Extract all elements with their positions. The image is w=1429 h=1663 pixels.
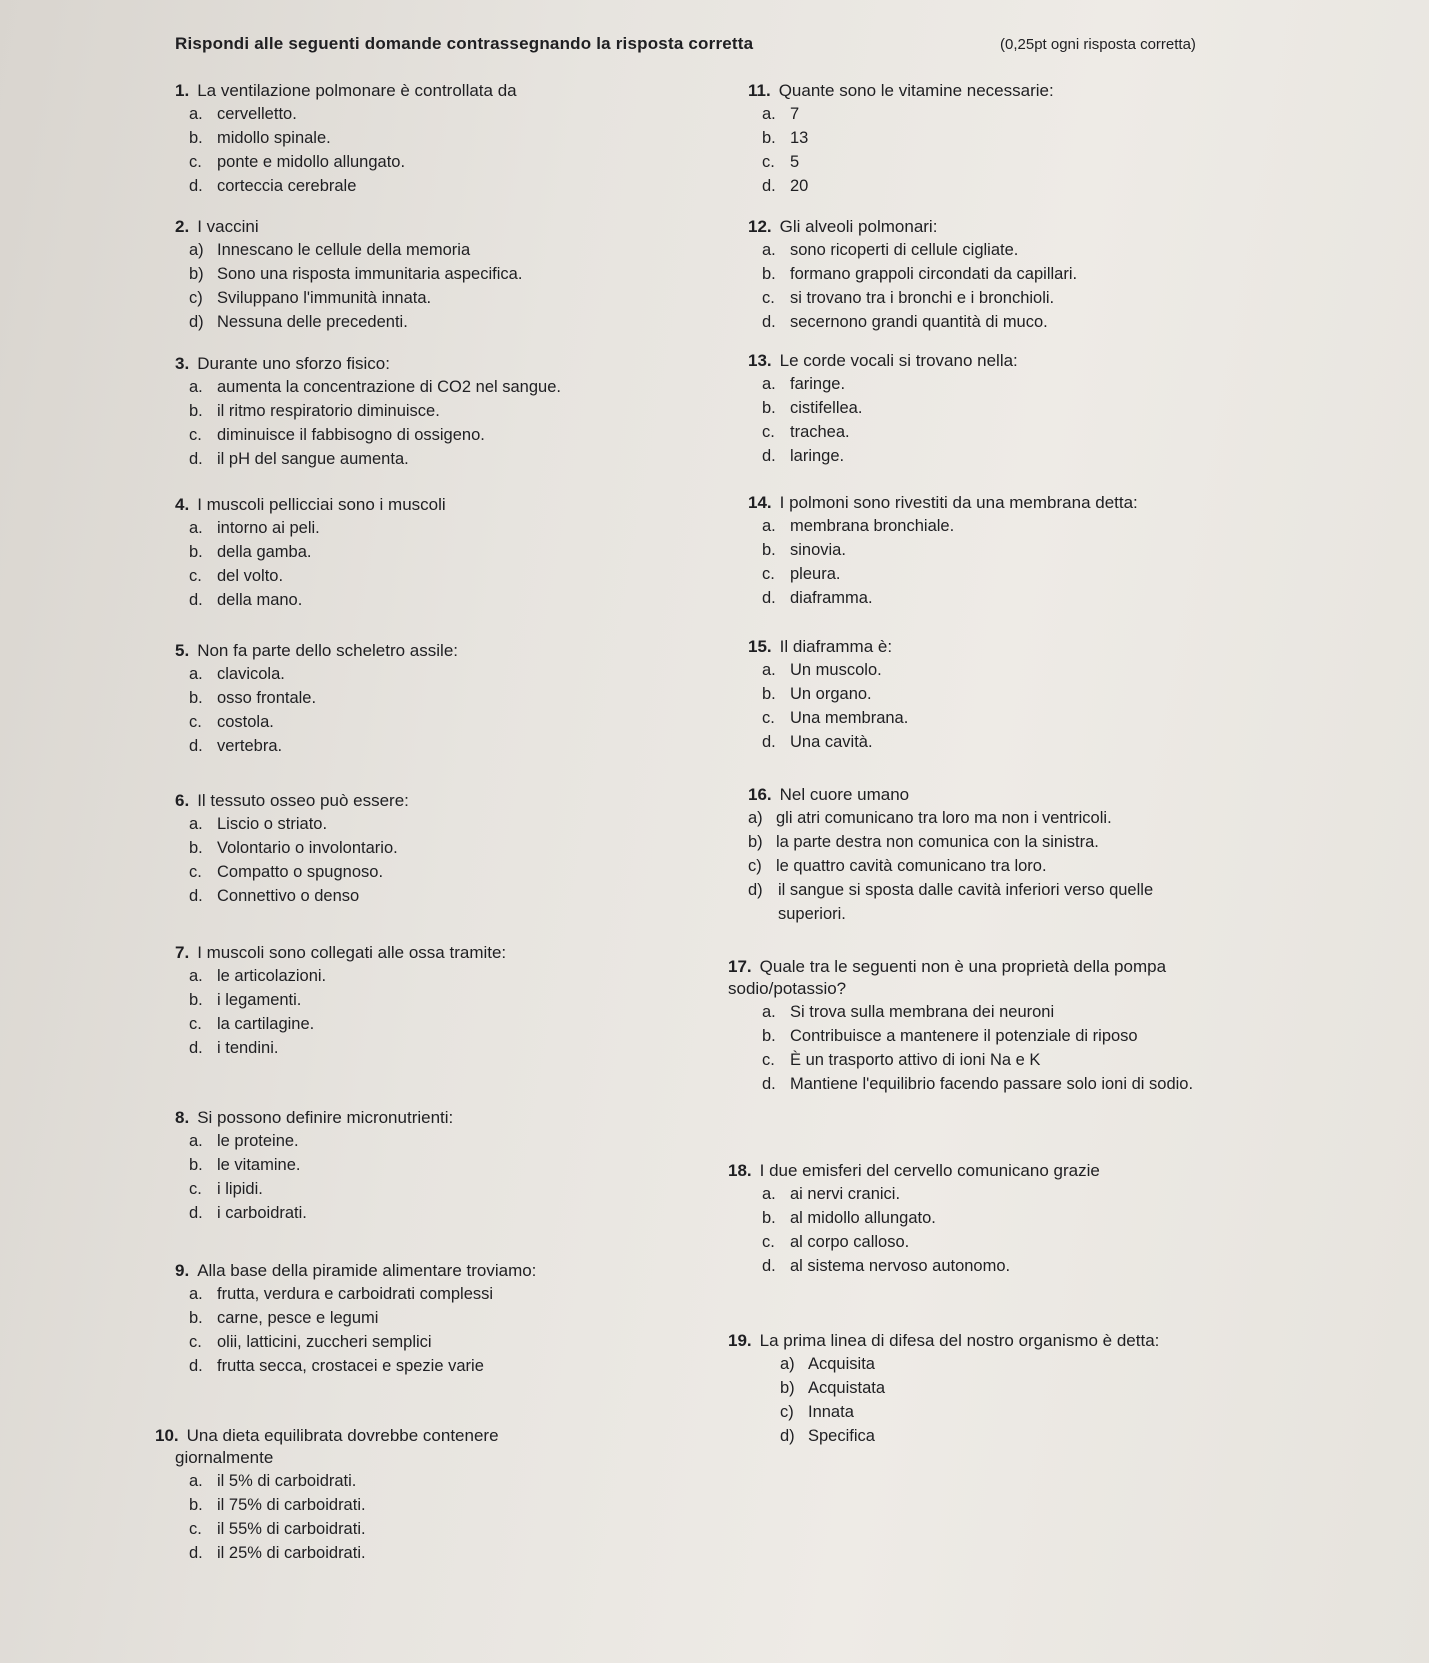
option-letter: c.	[189, 153, 202, 171]
answer-option[interactable]	[189, 1153, 735, 1177]
answer-option[interactable]	[762, 1182, 1328, 1206]
question-number: 6.	[175, 791, 190, 810]
option-letter: c.	[189, 1015, 202, 1033]
answer-option[interactable]	[189, 174, 735, 198]
question-text-continued: giornalmente	[175, 1448, 274, 1467]
option-letter: a.	[762, 241, 776, 259]
answer-option[interactable]	[762, 286, 1408, 310]
answer-option[interactable]	[762, 514, 1408, 538]
answer-option[interactable]	[762, 1206, 1328, 1230]
question-number: 10.	[155, 1426, 179, 1445]
option-letter: b.	[762, 541, 776, 559]
option-letter: b.	[189, 1496, 203, 1514]
option-text: corteccia cerebrale	[217, 177, 357, 195]
question-text: I due emisferi del cervello comunicano grazie	[759, 1161, 1100, 1180]
option-text: clavicola.	[217, 665, 285, 683]
option-text: si trovano tra i bronchi e i bronchioli.	[790, 289, 1055, 307]
answer-option[interactable]	[189, 1012, 735, 1036]
answer-option[interactable]	[189, 102, 735, 126]
option-text: vertebra.	[217, 737, 283, 755]
option-text: i legamenti.	[217, 991, 302, 1009]
question-number: 8.	[175, 1108, 190, 1127]
option-text: cervelletto.	[217, 105, 297, 123]
option-letter: c.	[762, 1233, 775, 1251]
answer-option[interactable]	[780, 1352, 1368, 1376]
option-letter: d.	[189, 450, 203, 468]
answer-option[interactable]	[189, 1177, 735, 1201]
question-12	[748, 216, 1408, 334]
option-text: Volontario o involontario.	[217, 839, 398, 857]
option-letter: c)	[748, 857, 762, 875]
answer-option[interactable]	[189, 686, 735, 710]
question-5	[175, 640, 735, 758]
option-letter: a.	[762, 375, 776, 393]
option-letter: d)	[748, 881, 763, 899]
option-text: diaframma.	[790, 589, 873, 607]
option-letter: c.	[189, 426, 202, 444]
answer-option[interactable]	[762, 150, 1408, 174]
option-letter: d.	[762, 1075, 776, 1093]
option-letter: d.	[762, 733, 776, 751]
answer-option[interactable]	[189, 564, 735, 588]
answer-option[interactable]	[762, 682, 1408, 706]
option-text: membrana bronchiale.	[790, 517, 955, 535]
question-text: Quante sono le vitamine necessarie:	[778, 81, 1054, 100]
option-letter: a.	[189, 815, 203, 833]
option-text: formano grappoli circondati da capillari.	[790, 265, 1078, 283]
option-letter: b)	[748, 833, 763, 851]
answer-option[interactable]	[189, 1330, 735, 1354]
question-number: 7.	[175, 943, 190, 962]
question-4	[175, 494, 735, 612]
option-text: midollo spinale.	[217, 129, 331, 147]
option-letter: a.	[762, 1003, 776, 1021]
option-letter: d)	[780, 1427, 795, 1445]
option-text: gli atri comunicano tra loro ma non i ventricoli.	[776, 809, 1112, 827]
answer-option[interactable]	[189, 286, 735, 310]
question-number: 2.	[175, 217, 190, 236]
option-text: il ritmo respiratorio diminuisce.	[217, 402, 440, 420]
option-letter: d.	[189, 737, 203, 755]
answer-option[interactable]	[189, 150, 735, 174]
option-text: Una cavità.	[790, 733, 873, 751]
answer-option[interactable]	[189, 988, 735, 1012]
question-number: 12.	[748, 217, 772, 236]
question-text: Durante uno sforzo fisico:	[197, 354, 390, 373]
option-letter: a.	[189, 519, 203, 537]
answer-option[interactable]	[762, 310, 1408, 334]
question-10	[155, 1425, 715, 1565]
option-letter: b.	[189, 1309, 203, 1327]
option-text: Sono una risposta immunitaria aspecifica.	[217, 265, 523, 283]
option-text: osso frontale.	[217, 689, 317, 707]
option-letter: d.	[189, 1357, 203, 1375]
option-text: Acquistata	[808, 1379, 886, 1397]
option-text: pleura.	[790, 565, 841, 583]
option-text: È un trasporto attivo di ioni Na e K	[790, 1051, 1041, 1069]
answer-option[interactable]	[189, 860, 735, 884]
option-text: laringe.	[790, 447, 845, 465]
question-16	[748, 784, 1408, 926]
option-letter: b.	[762, 1027, 776, 1045]
option-text: il 75% di carboidrati.	[217, 1496, 366, 1514]
option-letter: a.	[762, 661, 776, 679]
question-text: Una dieta equilibrata dovrebbe contenere	[186, 1426, 499, 1445]
option-text: Nessuna delle precedenti.	[217, 313, 408, 331]
option-text: Un muscolo.	[790, 661, 882, 679]
question-number: 9.	[175, 1261, 190, 1280]
answer-option[interactable]	[189, 1469, 715, 1493]
question-number: 4.	[175, 495, 190, 514]
option-letter: c.	[762, 423, 775, 441]
question-11	[748, 80, 1408, 198]
answer-option[interactable]	[762, 174, 1408, 198]
option-text: diminuisce il fabbisogno di ossigeno.	[217, 426, 485, 444]
question-7	[175, 942, 735, 1060]
question-3	[175, 353, 735, 471]
answer-option[interactable]	[189, 310, 735, 334]
answer-option[interactable]	[189, 836, 735, 860]
question-13	[748, 350, 1408, 468]
option-text: i carboidrati.	[217, 1204, 307, 1222]
answer-option[interactable]	[762, 1072, 1322, 1096]
answer-option[interactable]	[189, 1201, 735, 1225]
answer-option[interactable]	[762, 262, 1408, 286]
answer-option[interactable]	[748, 806, 1288, 830]
option-text: della mano.	[217, 591, 303, 609]
option-text: ponte e midollo allungato.	[217, 153, 406, 171]
answer-option[interactable]	[189, 423, 735, 447]
option-text: al midollo allungato.	[790, 1209, 936, 1227]
option-text: Compatto o spugnoso.	[217, 863, 384, 881]
answer-option[interactable]	[762, 586, 1408, 610]
option-text: sono ricoperti di cellule cigliate.	[790, 241, 1019, 259]
option-letter: a.	[189, 378, 203, 396]
option-text: le vitamine.	[217, 1156, 301, 1174]
answer-option[interactable]	[189, 516, 735, 540]
question-number: 16.	[748, 785, 772, 804]
question-15	[748, 636, 1408, 754]
option-text: 5	[790, 153, 800, 171]
option-text: al corpo calloso.	[790, 1233, 910, 1251]
option-text: faringe.	[790, 375, 846, 393]
question-text: Alla base della piramide alimentare troviamo:	[197, 1261, 537, 1280]
answer-option[interactable]	[189, 1036, 735, 1060]
question-text: Nel cuore umano	[779, 785, 910, 804]
question-number: 5.	[175, 641, 190, 660]
option-letter: d.	[762, 589, 776, 607]
option-text: Mantiene l'equilibrio facendo passare solo ioni di sodio.	[790, 1075, 1194, 1093]
answer-option[interactable]	[189, 1493, 715, 1517]
answer-option[interactable]	[762, 102, 1408, 126]
answer-option[interactable]	[189, 1282, 735, 1306]
answer-option[interactable]	[762, 420, 1408, 444]
option-letter: a.	[762, 105, 776, 123]
answer-option[interactable]	[189, 1541, 715, 1565]
answer-option[interactable]	[762, 730, 1408, 754]
worksheet-header	[175, 34, 1395, 54]
option-text: i lipidi.	[217, 1180, 263, 1198]
option-text: il 25% di carboidrati.	[217, 1544, 366, 1562]
answer-option[interactable]	[189, 540, 735, 564]
instructions-title: Rispondi alle seguenti domande contrassegnando la risposta corretta	[175, 34, 754, 53]
question-number: 15.	[748, 637, 772, 656]
option-text: Sviluppano l'immunità innata.	[217, 289, 432, 307]
option-text: Acquisita	[808, 1355, 875, 1373]
option-letter: b.	[762, 685, 776, 703]
answer-option[interactable]	[189, 1306, 735, 1330]
answer-option[interactable]	[189, 964, 735, 988]
question-text: I vaccini	[197, 217, 259, 236]
answer-option[interactable]	[762, 1000, 1322, 1024]
option-text: aumenta la concentrazione di CO2 nel sangue.	[217, 378, 561, 396]
answer-option[interactable]	[762, 1048, 1322, 1072]
option-letter: b)	[189, 265, 204, 283]
option-letter: c.	[189, 713, 202, 731]
question-text: Non fa parte dello scheletro assile:	[197, 641, 458, 660]
answer-option[interactable]	[189, 399, 735, 423]
option-letter: d.	[189, 1204, 203, 1222]
option-text: frutta, verdura e carboidrati complessi	[217, 1285, 494, 1303]
question-number: 13.	[748, 351, 772, 370]
option-text: sinovia.	[790, 541, 846, 559]
option-text: il sangue si sposta dalle cavità inferiori verso quelle superiori.	[778, 881, 1154, 923]
option-text: 7	[790, 105, 800, 123]
option-letter: b.	[189, 543, 203, 561]
question-number: 3.	[175, 354, 190, 373]
option-letter: b.	[189, 402, 203, 420]
option-letter: c.	[762, 709, 775, 727]
option-text: trachea.	[790, 423, 850, 441]
question-text: Le corde vocali si trovano nella:	[779, 351, 1018, 370]
option-text: Un organo.	[790, 685, 872, 703]
option-text: secernono grandi quantità di muco.	[790, 313, 1048, 331]
option-text: il pH del sangue aumenta.	[217, 450, 409, 468]
answer-option[interactable]	[780, 1400, 1368, 1424]
option-letter: d)	[189, 313, 204, 331]
option-text: frutta secca, crostacei e spezie varie	[217, 1357, 484, 1375]
option-letter: b.	[762, 399, 776, 417]
answer-option[interactable]	[189, 710, 735, 734]
answer-option[interactable]	[762, 372, 1408, 396]
option-text: la cartilagine.	[217, 1015, 315, 1033]
option-letter: a)	[748, 809, 763, 827]
answer-option[interactable]	[762, 706, 1408, 730]
question-number: 11.	[748, 81, 771, 100]
option-letter: b.	[189, 991, 203, 1009]
answer-option[interactable]	[762, 538, 1408, 562]
option-text: del volto.	[217, 567, 284, 585]
option-letter: d.	[762, 313, 776, 331]
option-text: Contribuisce a mantenere il potenziale di riposo	[790, 1027, 1138, 1045]
option-letter: a)	[189, 241, 204, 259]
option-letter: c.	[762, 1051, 775, 1069]
option-letter: d.	[189, 177, 203, 195]
option-text: Connettivo o denso	[217, 887, 360, 905]
option-letter: b.	[762, 265, 776, 283]
answer-option[interactable]	[762, 126, 1408, 150]
option-letter: c)	[780, 1403, 794, 1421]
option-letter: c.	[189, 1520, 202, 1538]
option-text: Innescano le cellule della memoria	[217, 241, 471, 259]
question-text: La ventilazione polmonare è controllata da	[197, 81, 517, 100]
option-text: Una membrana.	[790, 709, 909, 727]
option-letter: b.	[762, 1209, 776, 1227]
answer-option[interactable]	[189, 447, 735, 471]
option-text: Liscio o striato.	[217, 815, 328, 833]
question-2	[175, 216, 735, 334]
question-text: Gli alveoli polmonari:	[779, 217, 938, 236]
question-17	[728, 956, 1328, 1096]
question-14	[748, 492, 1408, 610]
answer-option[interactable]	[762, 562, 1408, 586]
option-letter: a.	[189, 105, 203, 123]
question-9	[175, 1260, 735, 1378]
option-text: della gamba.	[217, 543, 312, 561]
question-text: La prima linea di difesa del nostro organismo è detta:	[759, 1331, 1160, 1350]
answer-option[interactable]	[189, 375, 735, 399]
answer-option[interactable]	[189, 588, 735, 612]
question-text: Il diaframma è:	[779, 637, 893, 656]
option-letter: d.	[762, 447, 776, 465]
option-letter: c.	[762, 153, 775, 171]
option-text: Innata	[808, 1403, 854, 1421]
option-letter: d.	[189, 887, 203, 905]
question-text: I polmoni sono rivestiti da una membrana detta:	[779, 493, 1138, 512]
option-letter: b.	[189, 129, 203, 147]
option-letter: d.	[189, 1039, 203, 1057]
answer-option[interactable]	[762, 1024, 1322, 1048]
answer-option[interactable]	[748, 830, 1288, 854]
answer-option[interactable]	[762, 1254, 1328, 1278]
option-text: ai nervi cranici.	[790, 1185, 901, 1203]
option-text: cistifellea.	[790, 399, 863, 417]
option-letter: c.	[189, 1180, 202, 1198]
option-text: la parte destra non comunica con la sinistra.	[776, 833, 1099, 851]
option-letter: a.	[189, 1285, 203, 1303]
answer-option[interactable]	[189, 126, 735, 150]
answer-option[interactable]	[762, 444, 1408, 468]
answer-option[interactable]	[762, 658, 1408, 682]
option-text: intorno ai peli.	[217, 519, 320, 537]
option-letter: a.	[762, 517, 776, 535]
question-8	[175, 1107, 735, 1225]
points-note: (0,25pt ogni risposta corretta)	[1000, 36, 1196, 53]
option-letter: c.	[762, 289, 775, 307]
answer-option[interactable]	[189, 812, 735, 836]
option-letter: b.	[189, 689, 203, 707]
option-text: il 55% di carboidrati.	[217, 1520, 366, 1538]
answer-option[interactable]	[189, 662, 735, 686]
option-letter: d.	[762, 177, 776, 195]
option-text: 20	[790, 177, 809, 195]
question-number: 14.	[748, 493, 772, 512]
question-number: 17.	[728, 957, 752, 976]
question-6	[175, 790, 735, 908]
option-letter: d.	[762, 1257, 776, 1275]
option-letter: a.	[189, 1132, 203, 1150]
question-1	[175, 80, 735, 198]
answer-option[interactable]	[780, 1424, 1368, 1448]
question-text: Il tessuto osseo può essere:	[197, 791, 409, 810]
option-text: il 5% di carboidrati.	[217, 1472, 357, 1490]
option-letter: b.	[189, 1156, 203, 1174]
answer-option[interactable]	[748, 878, 1218, 926]
question-number: 1.	[175, 81, 190, 100]
option-text: i tendini.	[217, 1039, 279, 1057]
option-letter: a)	[780, 1355, 795, 1373]
answer-option[interactable]	[189, 262, 735, 286]
option-text: Specifica	[808, 1427, 875, 1445]
answer-option[interactable]	[762, 238, 1408, 262]
question-number: 18.	[728, 1161, 752, 1180]
option-letter: b.	[762, 129, 776, 147]
answer-option[interactable]	[748, 854, 1288, 878]
question-18	[728, 1160, 1328, 1278]
question-text: Si possono definire micronutrienti:	[197, 1108, 454, 1127]
option-letter: b.	[189, 839, 203, 857]
answer-option[interactable]	[189, 1517, 715, 1541]
option-text: le quattro cavità comunicano tra loro.	[776, 857, 1047, 875]
option-letter: c)	[189, 289, 203, 307]
option-letter: d.	[189, 591, 203, 609]
question-text: Quale tra le seguenti non è una proprietà della pompa sodio/potassio?	[728, 957, 1167, 998]
option-text: carne, pesce e legumi	[217, 1309, 379, 1327]
option-letter: a.	[762, 1185, 776, 1203]
option-text: Si trova sulla membrana dei neuroni	[790, 1003, 1055, 1021]
answer-option[interactable]	[189, 1354, 735, 1378]
option-text: olii, latticini, zuccheri semplici	[217, 1333, 432, 1351]
option-letter: a.	[189, 967, 203, 985]
question-text: I muscoli sono collegati alle ossa tramite:	[197, 943, 507, 962]
answer-option[interactable]	[189, 1129, 735, 1153]
answer-option[interactable]	[189, 734, 735, 758]
option-text: le articolazioni.	[217, 967, 327, 985]
question-19	[728, 1330, 1368, 1448]
answer-option[interactable]	[762, 396, 1408, 420]
option-text: le proteine.	[217, 1132, 299, 1150]
option-letter: c.	[762, 565, 775, 583]
option-letter: d.	[189, 1544, 203, 1562]
option-letter: a.	[189, 665, 203, 683]
answer-option[interactable]	[762, 1230, 1328, 1254]
option-letter: b)	[780, 1379, 795, 1397]
option-letter: a.	[189, 1472, 203, 1490]
answer-option[interactable]	[189, 238, 735, 262]
question-text: I muscoli pellicciai sono i muscoli	[197, 495, 446, 514]
option-letter: c.	[189, 1333, 202, 1351]
option-letter: c.	[189, 567, 202, 585]
option-letter: c.	[189, 863, 202, 881]
question-number: 19.	[728, 1331, 752, 1350]
option-text: costola.	[217, 713, 274, 731]
option-text: 13	[790, 129, 809, 147]
answer-option[interactable]	[780, 1376, 1368, 1400]
answer-option[interactable]	[189, 884, 735, 908]
option-text: al sistema nervoso autonomo.	[790, 1257, 1011, 1275]
